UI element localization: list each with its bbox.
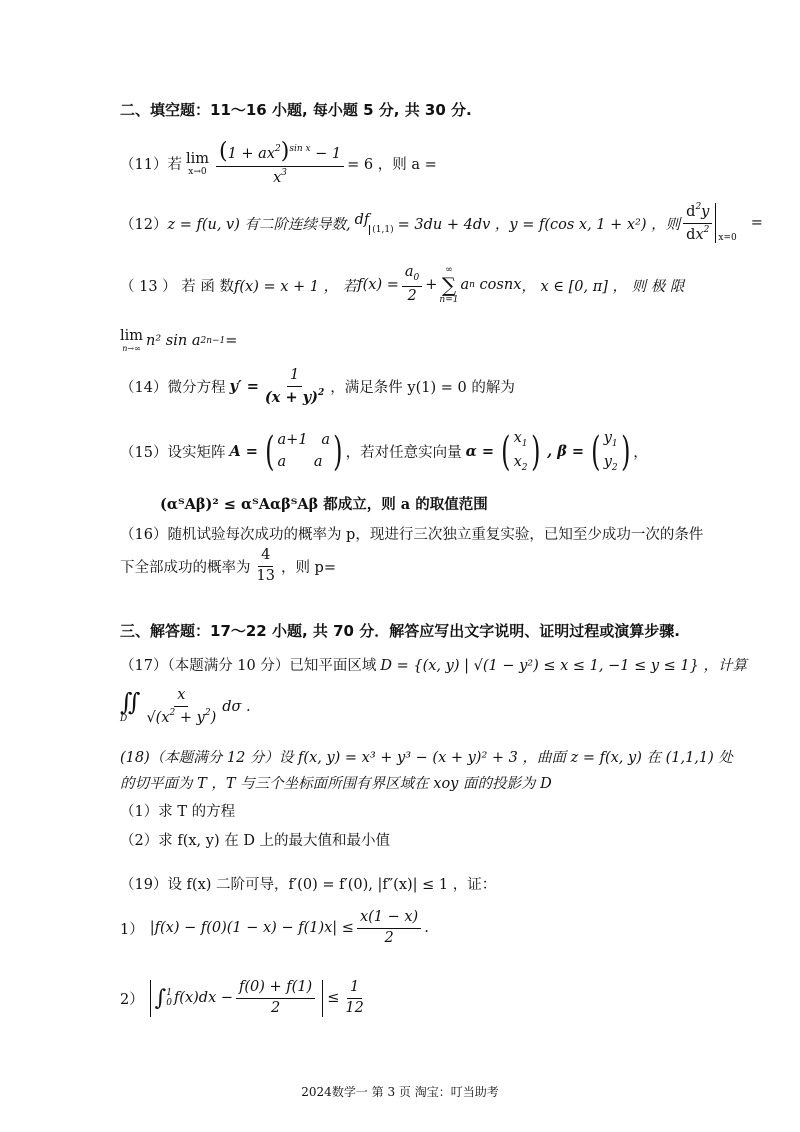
question-12: （12） z = f(u, v) 有二阶连续导数, $df_{(1,1)}$ = 3du + 4dv ，y = f(cos x, 1 + x²) ，则 $\frac{d^2y}{dx^2}$ x=0 =	[120, 202, 763, 244]
question-18-line-2: 的切平面为 T ，T 与三个坐标面所围有界区域在 xoy 面的投影为 D	[120, 776, 552, 792]
q12-text-2: = 3du + 4dv ，y = f(cos x, 1 + x²) ，则	[397, 216, 681, 233]
q17-fraction: $\frac{x}{√(x^2 + y^2)}$	[146, 687, 217, 726]
section-2-heading: 二、填空题：11～16 小题, 每小题 5 分, 共 30 分.	[120, 101, 472, 119]
q11-limit: lim x→0	[185, 150, 209, 177]
q12-text-1: z = f(u, v) 有二阶连续导数,	[167, 216, 351, 233]
question-19-part-1: 1） |f(x) − f(0)(1 − x) − f(1)x| ≤ $\frac{x(1 - x)}{2}$ .	[120, 909, 429, 946]
q12-eval-bar: x=0	[715, 203, 736, 243]
q16-fraction: $\frac{4}{13}$	[256, 547, 275, 584]
q15-vector-alpha: ( $x_1$ $x_2$ )	[501, 428, 541, 475]
q11-fraction: $\frac{(1 + ax^2)^{sin x} - 1}{x^3}$	[216, 140, 344, 187]
question-19-part-2: 2） ∫ 1 0 f(x)dx − $\frac{f(0) + f(1)}{2}$ ≤ $\frac{1}{12}$	[120, 980, 370, 1017]
q11-tail: = 6 ，则 a =	[347, 157, 437, 174]
question-13-line-2: lim n→∞ n² sin a 2n−1 =	[120, 328, 238, 353]
question-19-line-1: （19）设 f(x) 二阶可导，f′(0) = f′(0), |f″(x)| ≤ 1 ，证：	[120, 877, 497, 893]
question-15: （15）设实矩阵 A = ( a+1 a a a ) ，若对任意实向量 α = ( $x_1$ $x_2$ ) , β = ( $y_1$ $y_2$ ) ，	[120, 428, 648, 475]
section-3-heading: 三、解答题：17～22 小题, 共 70 分．解答应写出文字说明、证明过程或演算步骤.	[120, 622, 680, 640]
question-16-line-2: 下全部成功的概率为 $\frac{4}{13}$ ，则 p=	[120, 547, 336, 584]
question-16-line-1: （16）随机试验每次成功的概率为 p，现进行三次独立重复实验，已知至少成功一次的条件	[120, 527, 704, 543]
q12-derivative: $\frac{d^2y}{dx^2}$	[683, 203, 712, 244]
question-13: （ 13 ） 若 函 数 f(x) = x + 1 ， 若 f ( x ) = $\frac{a_0}{2}$ + ∞ ∑ n=1 a n cos nx ， x ∈ [0, π] ， 则 极 限	[120, 264, 685, 305]
q15-matrix-a: ( a+1 a a a )	[265, 428, 343, 475]
question-17-integral: ∬ D $\frac{x}{√(x^2 + y^2)}$ dσ .	[120, 687, 251, 726]
question-15-line-2: (αᵀAβ)² ≤ αᵀAαβᵀAβ 都成立，则 a 的取值范围	[160, 496, 488, 513]
q14-fraction: $\frac{1}{(x + y)^2}$	[264, 367, 325, 406]
question-17-line-1: （17）（本题满分 10 分）已知平面区域 D = {(x, y) | √(1 − y²) ≤ x ≤ 1, −1 ≤ y ≤ 1} ，计算	[120, 658, 747, 674]
question-14: （14）微分方程 y′ = $\frac{1}{(x + y)^2}$ ，满足条件 y(1) = 0 的解为	[120, 367, 515, 406]
q13-fourier: f ( x ) = $\frac{a_0}{2}$ + ∞ ∑ n=1 a n cos nx	[357, 264, 522, 305]
question-11	[120, 140, 437, 187]
question-18-part-2: （2）求 f(x, y) 在 D 上的最大值和最小值	[120, 833, 391, 849]
question-18-part-1: （1）求 T 的方程	[120, 804, 236, 820]
question-18-line-1: (18)（本题满分 12 分）设 f(x, y) = x³ + y³ − (x + y)² + 3 ，曲面 z = f(x, y) 在 (1,1,1) 处	[120, 750, 733, 766]
q15-vector-beta: ( $y_1$ $y_2$ )	[591, 428, 631, 475]
q11-number: （11）若	[120, 157, 182, 174]
q19-p1-fraction: $\frac{x(1 - x)}{2}$	[357, 910, 421, 947]
page-footer: 2024数学一 第 3 页 淘宝：叮当助考	[301, 1085, 499, 1099]
q19-p2-fraction: $\frac{f(0) + f(1)}{2}$	[236, 980, 315, 1017]
q19-p2-bound: $\frac{1}{12}$	[345, 979, 364, 1016]
